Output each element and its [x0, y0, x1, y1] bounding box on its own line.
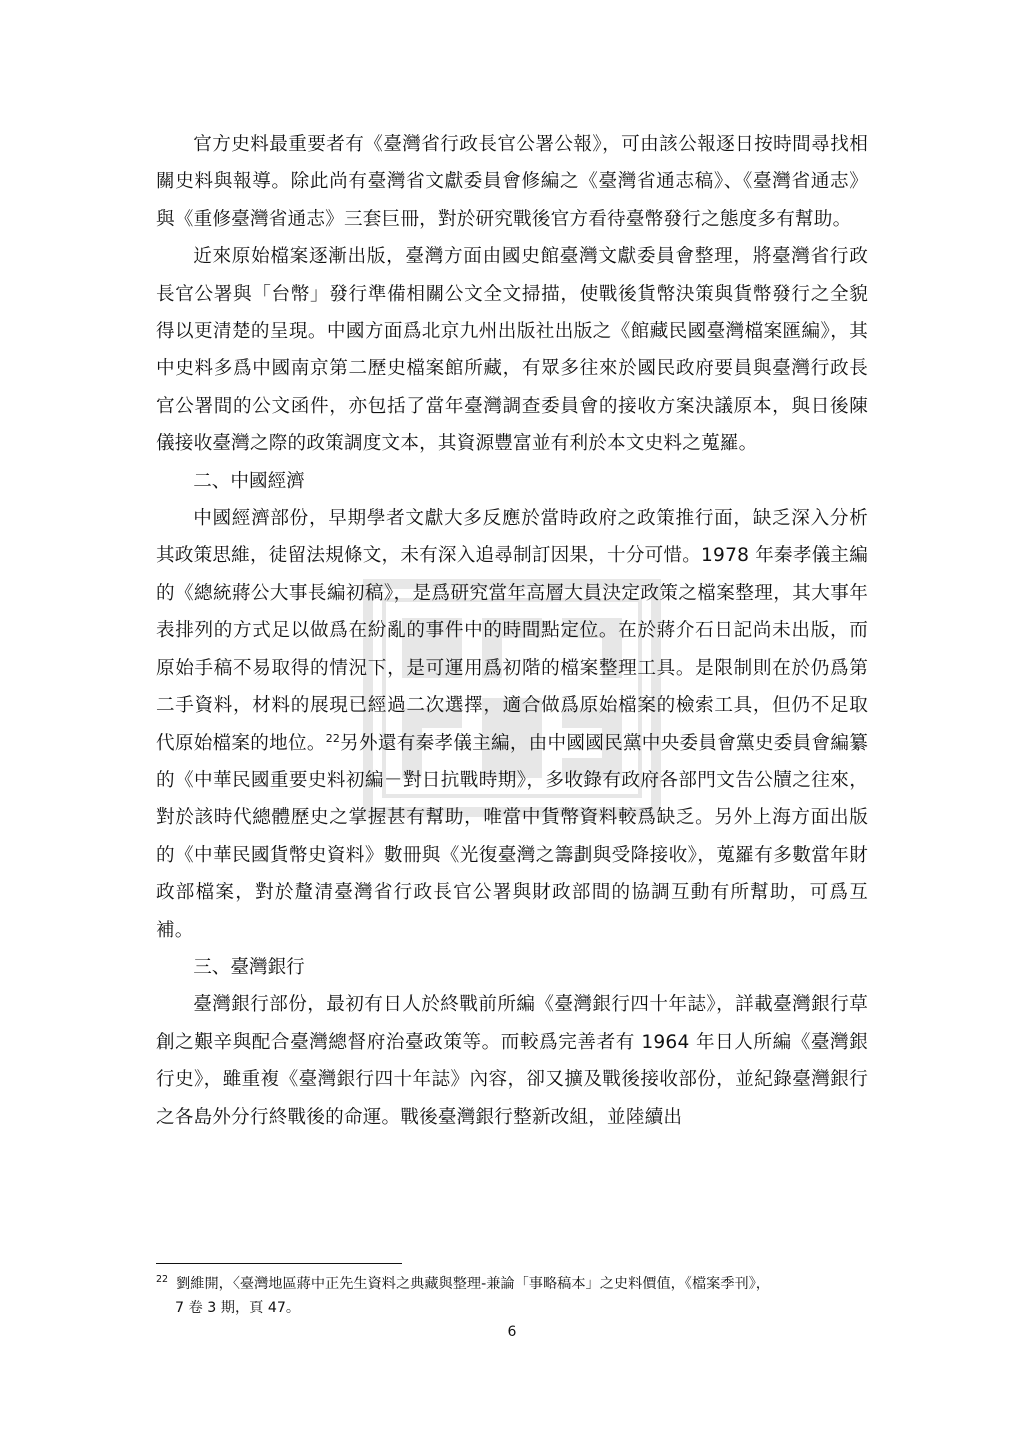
- footnote-number: 22: [156, 1274, 169, 1286]
- paragraph-bank-of-taiwan: 臺灣銀行部份，最初有日人於終戰前所編《臺灣銀行四十年誌》，詳載臺灣銀行草創之艱辛與配合臺灣總督府治臺政策等。而較爲完善者有 1964 年日人所編《臺灣銀行史》，雖重複《臺灣銀行四十年誌》內容，卻又擴及戰後接收部份，並紀錄臺灣銀行之各島外分行終戰後的命運。戰後臺灣銀行整新改組，並陸續出: [156, 994, 868, 1128]
- paragraph-archives: 近來原始檔案逐漸出版，臺灣方面由國史館臺灣文獻委員會整理，將臺灣省行政長官公署與「台幣」發行準備相關公文全文掃描，使戰後貨幣決策與貨幣發行之全貌得以更清楚的呈現。中國方面爲北京九州出版社出版之《館藏民國臺灣檔案匯編》，其中史料多爲中國南京第二歷史檔案館所藏，有眾多往來於國民政府要員與臺灣行政長官公署間的公文函件，亦包括了當年臺灣調查委員會的接收方案決議原本，與日後陳儀接收臺灣之際的政策調度文本，其資源豐富並有利於本文史料之蒐羅。: [156, 246, 868, 455]
- paragraph-china-economy: [156, 500, 868, 949]
- footnote-divider: [156, 1263, 402, 1264]
- page-number: 6: [507, 1324, 517, 1340]
- footnote-reference[interactable]: 22: [325, 731, 341, 745]
- footnote: [156, 1272, 868, 1320]
- footnote-line: [156, 1272, 868, 1296]
- footnote-line: 7 卷 3 期，頁 47。: [175, 1300, 301, 1316]
- paragraph-text-part: 中國經濟部份，早期學者文獻大多反應於當時政府之政策推行面，缺乏深入分析其政策思維，徒留法規條文，未有深入追尋制訂因果，十分可惜。1978 年秦孝儀主編的《總統蔣公大事長編初稿》，是爲研究當年高層大員決定政策之檔案整理，其大事年表排列的方式足以做爲在紛亂的事件中的時間點定位。在於蔣介石日記尚未出版，而原始手稿不易取得的情況下，是可運用爲初階的檔案整理工具。是限制則在於仍爲第二手資料，材料的展現已經過二次選擇，適合做爲原始檔案的檢索工具，但仍不足取代原始檔案的地位。: [156, 508, 869, 754]
- section-heading-china-economy: 二、中國經濟: [193, 470, 305, 492]
- footnote-text: 劉維開，〈臺灣地區蔣中正先生資料之典藏與整理-兼論「事略稿本」之史料價值，《檔案季刊》，: [176, 1276, 770, 1292]
- body-text: [156, 126, 868, 1136]
- section-heading-bank-of-taiwan: 三、臺灣銀行: [193, 956, 305, 978]
- paragraph-text-part: 另外還有秦孝儀主編，由中國國民黨中央委員會黨史委員會編纂的《中華民國重要史料初編－對日抗戰時期》，多收錄有政府各部門文告公牘之往來，對於該時代總體歷史之掌握甚有幫助，唯當中貨幣資料較爲缺乏。另外上海方面出版的《中華民國貨幣史資料》數冊與《光復臺灣之籌劃與受降接收》，蒐羅有多數當年財政部檔案，對於釐清臺灣省行政長官公署與財政部間的協調互動有所幫助，可爲互補。: [156, 732, 868, 941]
- paragraph-official-sources: 官方史料最重要者有《臺灣省行政長官公署公報》，可由該公報逐日按時間尋找相關史料與報導。除此尚有臺灣省文獻委員會修編之《臺灣省通志稿》、《臺灣省通志》與《重修臺灣省通志》三套巨冊，對於研究戰後官方看待臺幣發行之態度多有幫助。: [156, 134, 868, 230]
